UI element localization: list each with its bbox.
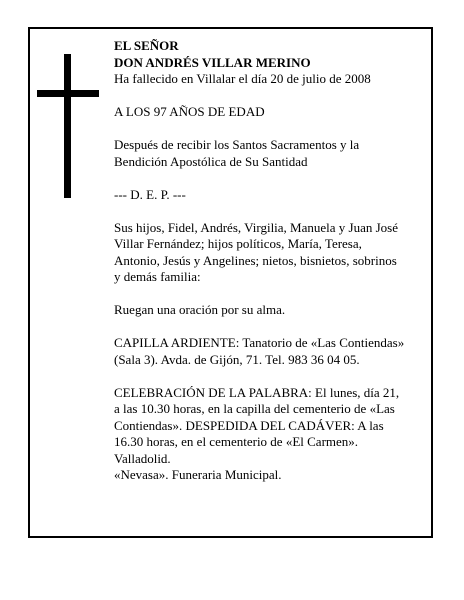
prayer-info bbox=[114, 302, 426, 319]
family-line-2: Villar Fernández; hijos políticos, María, Teresa, bbox=[114, 236, 362, 251]
heading-block bbox=[114, 38, 426, 71]
deceased-name: DON ANDRÉS VILLAR MERINO bbox=[114, 54, 311, 70]
cross-horizontal-bar bbox=[37, 90, 99, 97]
service-line-3: Contiendas». DESPEDIDA DEL CADÁVER: A las bbox=[114, 417, 384, 433]
obituary-text bbox=[114, 38, 426, 484]
service-line-1: CELEBRACIÓN DE LA PALABRA: El lunes, día 21, bbox=[114, 384, 400, 400]
prayer-line: Ruegan una oración por su alma. bbox=[114, 302, 286, 317]
sacraments-line-2: Bendición Apostólica de Su Santidad bbox=[114, 153, 308, 169]
service-info bbox=[114, 385, 426, 484]
service-line-2: a las 10.30 horas, en la capilla del cementerio de «Las bbox=[114, 401, 395, 416]
death-line: Ha fallecido en Villalar el día 20 de julio de 2008 bbox=[114, 71, 371, 86]
chapel-info bbox=[114, 335, 426, 368]
service-line-5: Valladolid. bbox=[114, 450, 171, 466]
cross-icon bbox=[37, 54, 99, 198]
sacraments-line-1: Después de recibir los Santos Sacramentos y la bbox=[114, 137, 360, 152]
rip-line: --- D. E. P. --- bbox=[114, 186, 186, 202]
chapel-line-2: (Sala 3). Avda. de Gijón, 71. Tel. 983 36 04 05. bbox=[114, 351, 360, 367]
sacraments-info bbox=[114, 137, 426, 170]
family-info bbox=[114, 220, 426, 286]
service-line-4: 16.30 horas, en el cementerio de «El Carmen». bbox=[114, 434, 359, 449]
chapel-line-1: CAPILLA ARDIENTE: Tanatorio de «Las Contiendas» bbox=[114, 335, 405, 350]
family-line-1: Sus hijos, Fidel, Andrés, Virgilia, Manuela y Juan José bbox=[114, 219, 399, 235]
age-line: A LOS 97 AÑOS DE EDAD bbox=[114, 104, 265, 119]
family-line-4: y demás familia: bbox=[114, 269, 201, 284]
funeral-home-line: «Nevasa». Funeraria Municipal. bbox=[114, 467, 282, 482]
heading-title: EL SEÑOR bbox=[114, 38, 179, 53]
rip-info bbox=[114, 187, 426, 204]
cross-vertical-bar bbox=[64, 54, 71, 198]
age-info bbox=[114, 104, 426, 121]
family-line-3: Antonio, Jesús y Angelines; nietos, bisnietos, sobrinos bbox=[114, 252, 397, 268]
death-info bbox=[114, 71, 426, 88]
